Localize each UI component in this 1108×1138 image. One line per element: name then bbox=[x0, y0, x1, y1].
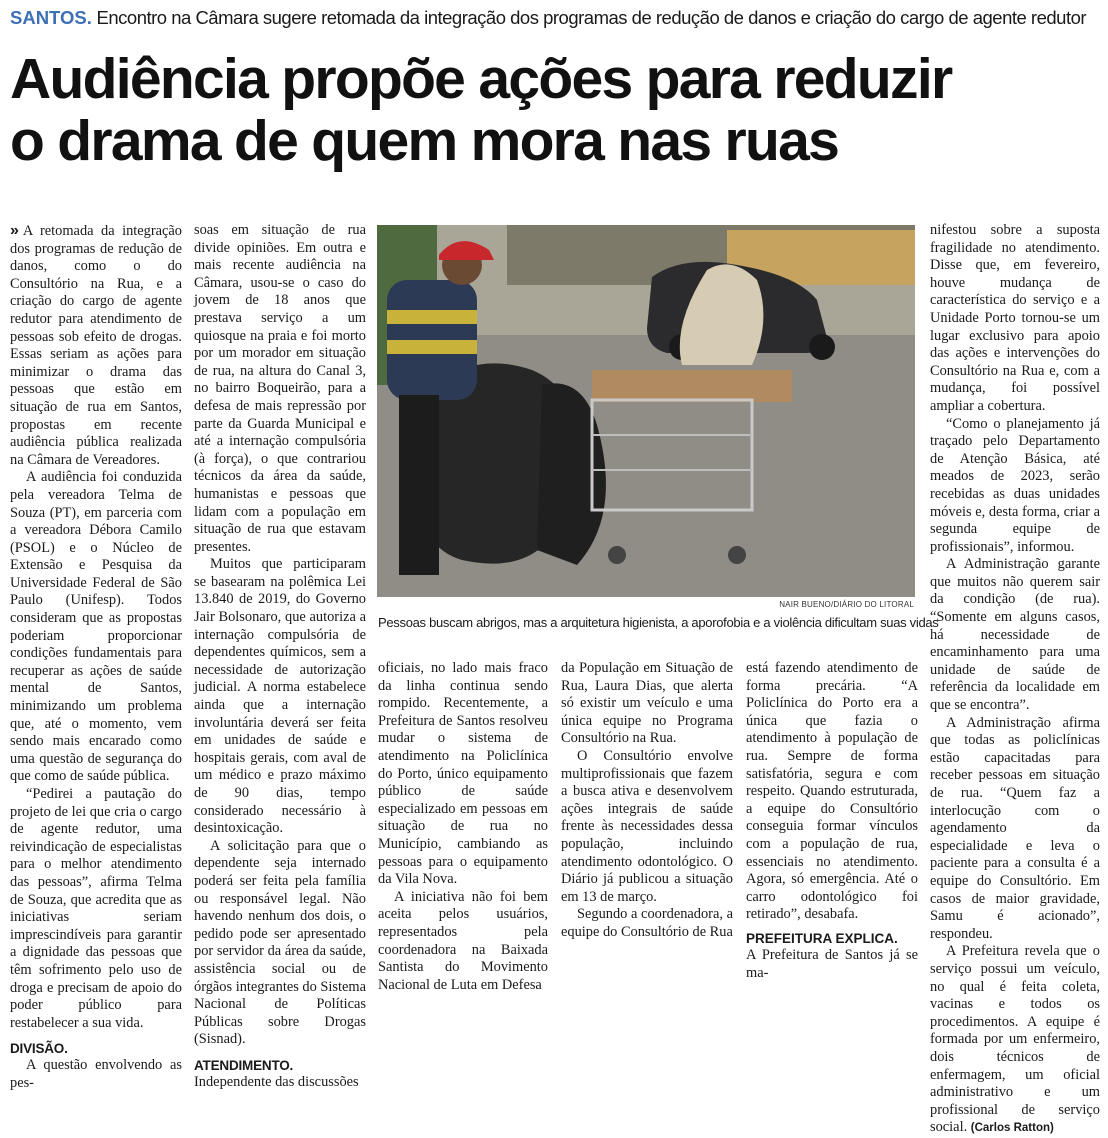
article-column-3 bbox=[378, 660, 548, 993]
paragraph: Independente das discussões bbox=[194, 1073, 359, 1090]
author-signature: (Carlos Ratton) bbox=[970, 1122, 1054, 1135]
paragraph: A Administração garante que muitos não querem sair da condição (de rua). “Somente em alguns casos, há necessidade de encaminhamento para uma unidade de saúde de referência da localidade em que se encontra”. bbox=[930, 556, 1100, 714]
paragraph: da População em Situação de Rua, Laura Dias, que alerta só existir um veículo e uma única equipe no Programa Consultório na Rua. bbox=[561, 660, 733, 747]
headline bbox=[10, 48, 1105, 172]
kicker-text: Encontro na Câmara sugere retomada da integração dos programas de redução de danos e criação do cargo de agente redutor bbox=[96, 7, 1087, 28]
paragraph: A audiência foi conduzida pela vereadora Telma de Souza (PT), em parceria com a vereadora Débora Camilo (PSOL) e o Núcleo de Extensão e Pesquisa da Universidade Federal de São Paulo (Unifesp). Todos consideram que as propostas poderiam proporcionar condições fundamentais para recuperar as ações de saúde mental de Santos, minimizando um problema que, até o momento, vem sendo mais encarado como uma questão de segurança do que como de saúde pública. bbox=[10, 469, 182, 785]
paragraph: nifestou sobre a suposta fragilidade no atendimento. Disse que, em fevereiro, houve mudança de característica do serviço e a Unidade Porto tornou-se um lugar exclusivo para apoio das ações e intervenções do Consultório na Rua e, com a mudança, foi possível ampliar a cobertura. bbox=[930, 222, 1100, 414]
paragraph: “Como o planejamento já traçado pelo Departamento de Atenção Básica, até meados de 2023, serão recebidas as duas unidades móveis e, desta forma, criar a segunda equipe de profissionais”, informou. bbox=[930, 415, 1100, 555]
paragraph: Muitos que participaram se basearam na polêmica Lei 13.840 de 2019, do Governo Jair Bolsonaro, que autoriza a internação compulsória de dependentes químicos, sem a necessidade de autorização judicial. A norma estabelece ainda que a internação involuntária deverá ser feita em unidades de saúde e hospitais gerais, com aval de um médico e prazo máximo de 90 dias, tempo considerado necessário à desintoxicação. bbox=[194, 556, 366, 837]
headline-line-2: o drama de quem mora nas ruas bbox=[10, 109, 839, 173]
paragraph: A Prefeitura revela que o serviço possui um veículo, no qual é feita coleta, vacinas e todos os procedimentos. A equipe é formada por um enfermeiro, dois técnicos de enfermagem, um oficial administrativo e um profissional de serviço social. (Carlos Ratton) bbox=[930, 943, 1100, 1136]
paragraph: A solicitação para que o dependente seja internado poderá ser feita pela família ou responsável legal. Não havendo nenhum dos dois, o pedido pode ser apresentado por servidor da área da saúde, assistência social ou de órgãos integrantes do Sistema Nacional de Políticas Públicas sobre Drogas (Sisnad). bbox=[194, 837, 366, 1048]
chevron-right-icon: » bbox=[10, 222, 19, 239]
article-column-1 bbox=[10, 222, 182, 1091]
article-column-5 bbox=[746, 660, 918, 981]
paragraph: A Administração afirma que todas as policlínicas estão capacitadas para receber pessoas em situação de rua. “Quem faz a interlocução com o agendamento da especialidade e leva o paciente para a consulta é a equipe do Consultório. Em casos de maior gravidade, Samu é acionado”, respondeu. bbox=[930, 714, 1100, 942]
paragraph: » A retomada da integração dos programas de redução de danos, como o do Consultório na Rua, e a criação do cargo de agente redutor para atendimento de pessoas sob efeito de drogas. Essas seriam as ações para minimizar o drama das pessoas que estão em situação de rua em Santos, propostas em recente audiência pública realizada na Câmara de Vereadores. bbox=[10, 222, 182, 468]
paragraph: “Pedirei a pautação do projeto de lei que cria o cargo de agente redutor, uma reivindicação de especialistas para o melhor atendimento das pessoas”, afirma Telma de Souza, que acredita que as iniciativas seriam imprescindíveis para garantir a dignidade das pessoas que têm sofrimento pelo uso de droga e precisam de apoio do poder público para restabelecer a sua vida. bbox=[10, 786, 182, 1031]
article-column-6 bbox=[930, 222, 1100, 1136]
news-photo bbox=[377, 225, 915, 597]
paragraph: Segundo a coordenadora, a equipe do Consultório de Rua bbox=[561, 906, 733, 940]
subhead-atendimento: ATENDIMENTO. bbox=[194, 1057, 294, 1073]
photo-caption: Pessoas buscam abrigos, mas a arquitetura higienista, a aporofobia e a violência dificultam suas vidas bbox=[378, 615, 939, 630]
kicker bbox=[10, 6, 1100, 30]
paragraph: está fazendo atendimento de forma precária. “A Policlínica do Porto era a única que fazia o atendimento à população de rua. Sempre de forma satisfatória, segura e com respeito. Quando estruturada, a equipe do Consultório conseguia formar vínculos com a população de rua, essenciais no atendimento. Agora, só emergência. Até o carro odontológico foi retirado”, desabafa. bbox=[746, 660, 918, 923]
paragraph: O Consultório envolve multiprofissionais que fazem a busca ativa e desenvolvem ações integrais de saúde frente às necessidades dessa população, incluindo atendimento odontológico. O Diário já publicou a situação em 13 de março. bbox=[561, 747, 733, 905]
paragraph: A Prefeitura de Santos já se ma- bbox=[746, 946, 918, 981]
kicker-place: SANTOS. bbox=[10, 7, 92, 28]
paragraph: A iniciativa não foi bem aceita pelos usuários, representados pela coordenadora na Baixada Santista do Movimento Nacional de Luta em Defesa bbox=[378, 888, 548, 993]
photo-credit: NAIR BUENO/DIÁRIO DO LITORAL bbox=[779, 600, 914, 609]
subhead-divisao: DIVISÃO. bbox=[10, 1041, 68, 1057]
paragraph: oficiais, no lado mais fraco da linha continua sendo rompido. Recentemente, a Prefeitura de Santos resolveu mudar o sistema de atendimento na Policlínica do Porto, único equipamento público de saúde especializado em pessoas em situação de rua no Município, cambiando as pessoas para o equipamento da Vila Nova. bbox=[378, 660, 548, 888]
article-column-4 bbox=[561, 660, 733, 940]
photo-homeless-man-cart-dog-icon bbox=[377, 225, 915, 597]
headline-line-1: Audiência propõe ações para reduzir bbox=[10, 47, 952, 111]
article-column-2 bbox=[194, 222, 366, 1090]
paragraph: soas em situação de rua divide opiniões. Em outra e mais recente audiência na Câmara, usou-se o caso do jovem de 18 anos que prestava serviço a um quiosque na praia e foi morto por um morador em situação de rua, na altura do Canal 3, no bairro Boqueirão, para a defesa de mais repressão por parte da Guarda Municipal e até a internação compulsória (à força), o que contrariou técnicos da área da saúde, humanistas e pessoas que lidam com a população em situação de rua que estavam presentes. bbox=[194, 222, 366, 555]
subhead-prefeitura-explica: PREFEITURA EXPLICA. bbox=[746, 930, 898, 946]
paragraph: A questão envolvendo as pes- bbox=[10, 1057, 182, 1091]
